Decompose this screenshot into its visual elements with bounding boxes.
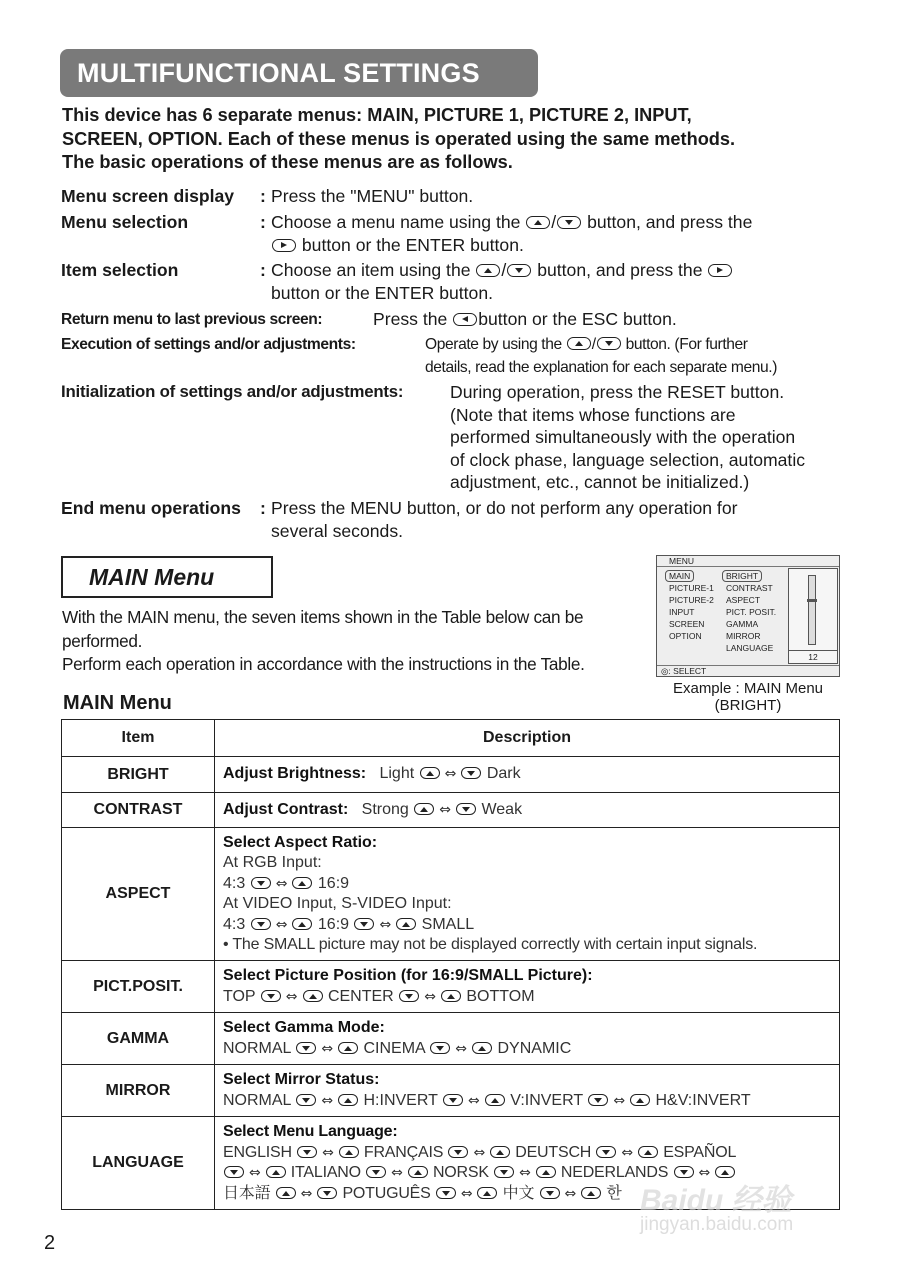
watermark-logo: Baidu 经验: [640, 1184, 792, 1217]
option-text: NEDERLANDS: [560, 1164, 669, 1181]
op-initialization: [61, 381, 851, 496]
up-key-icon: [266, 1166, 286, 1178]
op-menu-selection: Menu selection : Choose a menu name using the / button, and press the button or the ENTER button.: [61, 212, 753, 255]
desc-line: [223, 1091, 831, 1112]
down-key-icon: [507, 264, 531, 277]
osd-item-list: [726, 570, 776, 654]
osd-slider-value: 12: [789, 650, 837, 663]
desc-title: Select Aspect Ratio:: [223, 833, 378, 851]
op-text: Choose a menu name using the: [271, 212, 521, 232]
main-menu-heading: MAIN Menu: [61, 556, 273, 598]
osd-footer-text: : SELECT: [668, 666, 707, 676]
option-text: Weak: [481, 800, 523, 818]
up-key-icon: [276, 1187, 296, 1199]
down-key-icon: [443, 1094, 463, 1106]
row-item: PICT.POSIT.: [62, 961, 215, 1013]
up-key-icon: [630, 1094, 650, 1106]
desc-title: Select Picture Position (for 16:9/SMALL Picture):: [223, 967, 593, 984]
row-item: CONTRAST: [62, 793, 215, 828]
table-row: [62, 793, 840, 828]
desc-title: Adjust Brightness:: [223, 765, 367, 783]
op-text: (Note that items whose functions are: [450, 404, 736, 425]
osd-item: CONTRAST: [726, 583, 773, 593]
op-label: Initialization of settings and/or adjustments:: [61, 382, 404, 401]
select-icon: ◎: [661, 666, 669, 676]
op-label: Return menu to last previous screen:: [61, 311, 323, 328]
up-key-icon: [638, 1146, 658, 1158]
desc-line: [223, 1143, 831, 1164]
op-label: End menu operations: [61, 498, 241, 518]
desc-line: With the MAIN menu, the seven items shown in the Table below can be: [62, 607, 584, 627]
row-description: [215, 961, 840, 1013]
swap-arrow-icon: ⇔: [424, 988, 436, 1005]
up-key-icon: [292, 877, 312, 889]
option-text: ITALIANO: [290, 1164, 361, 1181]
op-text: Press the "MENU" button.: [271, 186, 474, 206]
caption-line: Example : MAIN Menu: [672, 680, 824, 697]
option-text: Light: [379, 765, 415, 783]
up-key-icon: [408, 1166, 428, 1178]
swap-arrow-icon: ⇔: [321, 1040, 334, 1057]
op-text: button. (For further: [625, 336, 748, 353]
desc-title: Select Gamma Mode:: [223, 1019, 385, 1036]
osd-slider: [788, 568, 838, 664]
up-key-icon: [338, 1094, 358, 1106]
option-text: CENTER: [327, 987, 394, 1005]
option-text: DYNAMIC: [497, 1039, 572, 1057]
row-item: ASPECT: [62, 828, 215, 961]
up-key-icon: [581, 1187, 601, 1199]
up-key-icon: [420, 767, 440, 779]
swap-arrow-icon: ⇔: [321, 1092, 334, 1109]
osd-menu-item: SCREEN: [669, 619, 705, 629]
op-colon: :: [260, 212, 266, 232]
desc-line: [223, 874, 831, 895]
down-key-icon: [224, 1166, 244, 1178]
col-header-item: Item: [62, 720, 215, 757]
osd-header: MENU: [657, 556, 839, 567]
down-key-icon: [596, 1146, 616, 1158]
option-text: 16:9: [317, 915, 350, 933]
op-text: During operation, press the RESET button.: [450, 382, 785, 402]
up-key-icon: [485, 1094, 505, 1106]
down-key-icon: [494, 1166, 514, 1178]
op-text: Operate by using the: [425, 336, 562, 353]
option-text: BOTTOM: [466, 987, 535, 1005]
swap-arrow-icon: ⇔: [379, 916, 392, 933]
table-row: [62, 961, 840, 1013]
option-text: 16:9: [317, 874, 350, 892]
osd-menu-item: MAIN: [665, 570, 694, 582]
option-text: TOP: [223, 987, 256, 1005]
osd-caption: [650, 680, 846, 714]
up-key-icon: [292, 918, 312, 930]
up-key-icon: [396, 918, 416, 930]
row-item: MIRROR: [62, 1065, 215, 1117]
up-key-icon: [526, 216, 550, 229]
op-colon: :: [260, 498, 266, 518]
op-label: Menu selection: [61, 212, 189, 232]
op-end: [61, 497, 841, 545]
down-key-icon: [557, 216, 581, 229]
swap-arrow-icon: ⇔: [473, 1144, 485, 1161]
swap-arrow-icon: ⇔: [439, 801, 451, 818]
watermark-url: jingyan.baidu.com: [640, 1214, 794, 1235]
page-number: 2: [44, 1232, 56, 1254]
option-text: CINEMA: [363, 1039, 425, 1057]
desc-line: [223, 1039, 831, 1060]
osd-menu-item: PICTURE-2: [669, 595, 714, 605]
desc-line: Perform each operation in accordance with the instructions in the Table.: [62, 654, 585, 674]
up-key-icon: [536, 1166, 556, 1178]
desc-note: • The SMALL picture may not be displayed correctly with certain input signals.: [223, 936, 758, 953]
table-row: [62, 1065, 840, 1117]
down-key-icon: [261, 990, 281, 1002]
op-text: adjustment, etc., cannot be initialized.): [450, 472, 750, 492]
row-item: GAMMA: [62, 1013, 215, 1065]
osd-item: PICT. POSIT.: [726, 607, 777, 617]
op-text: Choose an item using the: [271, 260, 471, 280]
op-text: of clock phase, language selection, automatic: [450, 449, 806, 470]
op-label: Execution of settings and/or adjustments:: [61, 336, 356, 353]
option-text: 4:3: [223, 915, 246, 933]
up-key-icon: [477, 1187, 497, 1199]
up-key-icon: [338, 1042, 358, 1054]
down-key-icon: [354, 918, 374, 930]
op-text: button, and press the: [537, 260, 703, 280]
option-text: 日本語: [223, 1184, 271, 1202]
option-text: ESPAÑOL: [663, 1143, 737, 1161]
option-text: POTUGUÊS: [342, 1184, 431, 1202]
swap-arrow-icon: ⇔: [460, 1185, 473, 1202]
row-description: [215, 757, 840, 793]
osd-item: ASPECT: [726, 595, 761, 605]
row-description: [215, 793, 840, 828]
option-text: Dark: [486, 765, 521, 783]
caption-line: (BRIGHT): [714, 697, 782, 714]
swap-arrow-icon: ⇔: [613, 1092, 626, 1109]
down-key-icon: [588, 1094, 608, 1106]
op-text: button or the ENTER button.: [301, 235, 524, 255]
swap-arrow-icon: ⇔: [300, 1185, 313, 1202]
down-key-icon: [597, 337, 621, 350]
row-description: [215, 1013, 840, 1065]
op-text: button or the ESC button.: [478, 309, 677, 329]
down-key-icon: [297, 1146, 317, 1158]
up-key-icon: [303, 990, 323, 1002]
up-key-icon: [472, 1042, 492, 1054]
swap-arrow-icon: ⇔: [564, 1185, 577, 1202]
down-key-icon: [366, 1166, 386, 1178]
op-text: details, read the explanation for each separate menu.): [425, 359, 778, 376]
up-key-icon: [441, 990, 461, 1002]
option-text: NORMAL: [223, 1091, 291, 1109]
option-text: H&V:INVERT: [655, 1091, 751, 1109]
right-key-icon: [708, 264, 732, 277]
osd-item: GAMMA: [726, 619, 759, 629]
swap-arrow-icon: ⇔: [455, 1040, 468, 1057]
down-key-icon: [399, 990, 419, 1002]
row-item: LANGUAGE: [62, 1117, 215, 1210]
up-key-icon: [339, 1146, 359, 1158]
desc-line: At VIDEO Input, S-VIDEO Input:: [223, 895, 452, 912]
swap-arrow-icon: ⇔: [391, 1165, 403, 1181]
down-key-icon: [251, 877, 271, 889]
op-text: button or the ENTER button.: [271, 283, 494, 303]
osd-menu-list: [669, 570, 714, 642]
osd-item: LANGUAGE: [726, 643, 774, 653]
op-text: performed simultaneously with the operation: [450, 427, 796, 447]
intro-line: SCREEN, OPTION. Each of these menus is operated using the same methods.: [62, 128, 736, 149]
option-text: DEUTSCH: [515, 1143, 592, 1161]
up-key-icon: [476, 264, 500, 277]
table-header-row: [62, 720, 840, 757]
right-key-icon: [272, 239, 296, 252]
option-text: SMALL: [421, 915, 475, 933]
col-header-description: Description: [215, 720, 840, 757]
osd-item: BRIGHT: [722, 570, 762, 582]
swap-arrow-icon: ⇔: [275, 916, 288, 933]
osd-slider-track: [808, 575, 816, 645]
swap-arrow-icon: ⇔: [621, 1144, 633, 1161]
desc-line: performed.: [62, 630, 143, 651]
osd-menu-item: PICTURE-1: [669, 583, 714, 593]
option-text: 中文: [502, 1184, 535, 1202]
swap-arrow-icon: ⇔: [249, 1165, 261, 1181]
osd-menu-item: INPUT: [669, 607, 695, 617]
osd-item: MIRROR: [726, 631, 761, 641]
op-text: Press the MENU button, or do not perform any operation for: [271, 498, 738, 518]
op-item-selection: Item selection : Choose an item using the / button, and press the button or the ENTER button.: [61, 259, 841, 307]
desc-title: Select Mirror Status:: [223, 1071, 380, 1088]
option-text: V:INVERT: [510, 1091, 583, 1109]
osd-slider-thumb: [807, 599, 817, 602]
op-label: Item selection: [61, 260, 179, 280]
swap-arrow-icon: ⇔: [285, 988, 298, 1005]
down-key-icon: [448, 1146, 468, 1158]
down-key-icon: [317, 1187, 337, 1199]
desc-title: Select Menu Language:: [223, 1123, 398, 1140]
option-text: FRANÇAIS: [363, 1143, 444, 1161]
down-key-icon: [430, 1042, 450, 1054]
op-colon: :: [260, 186, 266, 206]
intro-paragraph: [62, 104, 862, 175]
option-text: H:INVERT: [363, 1091, 438, 1109]
row-description: [215, 1065, 840, 1117]
swap-arrow-icon: ⇔: [519, 1165, 531, 1181]
swap-arrow-icon: ⇔: [322, 1144, 334, 1161]
option-text: NORSK: [432, 1164, 489, 1181]
row-description: [215, 828, 840, 961]
intro-line: The basic operations of these menus are as follows.: [62, 152, 513, 172]
up-key-icon: [414, 803, 434, 815]
page-title: MULTIFUNCTIONAL SETTINGS: [60, 49, 538, 97]
swap-arrow-icon: ⇔: [468, 1092, 480, 1109]
left-key-icon: [453, 313, 477, 326]
table-row: [62, 828, 840, 961]
row-item: BRIGHT: [62, 757, 215, 793]
op-return: [61, 308, 841, 332]
osd-menu-item: OPTION: [669, 631, 702, 641]
desc-title: Adjust Contrast:: [223, 800, 349, 818]
down-key-icon: [296, 1042, 316, 1054]
op-text: Press the: [373, 309, 448, 329]
desc-line: [223, 915, 831, 936]
option-text: Strong: [361, 800, 409, 818]
up-key-icon: [490, 1146, 510, 1158]
option-text: 4:3: [223, 874, 246, 892]
intro-line: This device has 6 separate menus: MAIN, PICTURE 1, PICTURE 2, INPUT,: [62, 105, 692, 125]
desc-line: [223, 987, 831, 1008]
osd-example: [656, 555, 840, 677]
swap-arrow-icon: ⇔: [698, 1165, 711, 1181]
desc-line: At RGB Input:: [223, 854, 322, 871]
down-key-icon: [296, 1094, 316, 1106]
option-text: 한: [606, 1184, 622, 1202]
swap-arrow-icon: ⇔: [275, 875, 288, 892]
op-execution: Execution of settings and/or adjustments: Operate by using the / button. (For further details, read the explanation for each separate menu.): [61, 333, 841, 381]
down-key-icon: [461, 767, 481, 779]
swap-arrow-icon: ⇔: [444, 766, 457, 783]
main-menu-description: [62, 606, 642, 677]
table-row: [62, 1013, 840, 1065]
down-key-icon: [456, 803, 476, 815]
table-title: MAIN Menu: [63, 692, 172, 714]
down-key-icon: [436, 1187, 456, 1199]
main-menu-table: [61, 719, 840, 1210]
table-row: [62, 757, 840, 793]
osd-footer: [657, 665, 839, 676]
op-text: button, and press the: [587, 212, 753, 232]
option-text: NORMAL: [223, 1039, 291, 1057]
op-text: several seconds.: [271, 521, 404, 541]
down-key-icon: [540, 1187, 560, 1199]
op-colon: :: [260, 260, 266, 280]
down-key-icon: [251, 918, 271, 930]
op-label: Menu screen display: [61, 186, 235, 206]
op-menu-display: [61, 185, 841, 209]
up-key-icon: [567, 337, 591, 350]
option-text: ENGLISH: [223, 1143, 292, 1161]
